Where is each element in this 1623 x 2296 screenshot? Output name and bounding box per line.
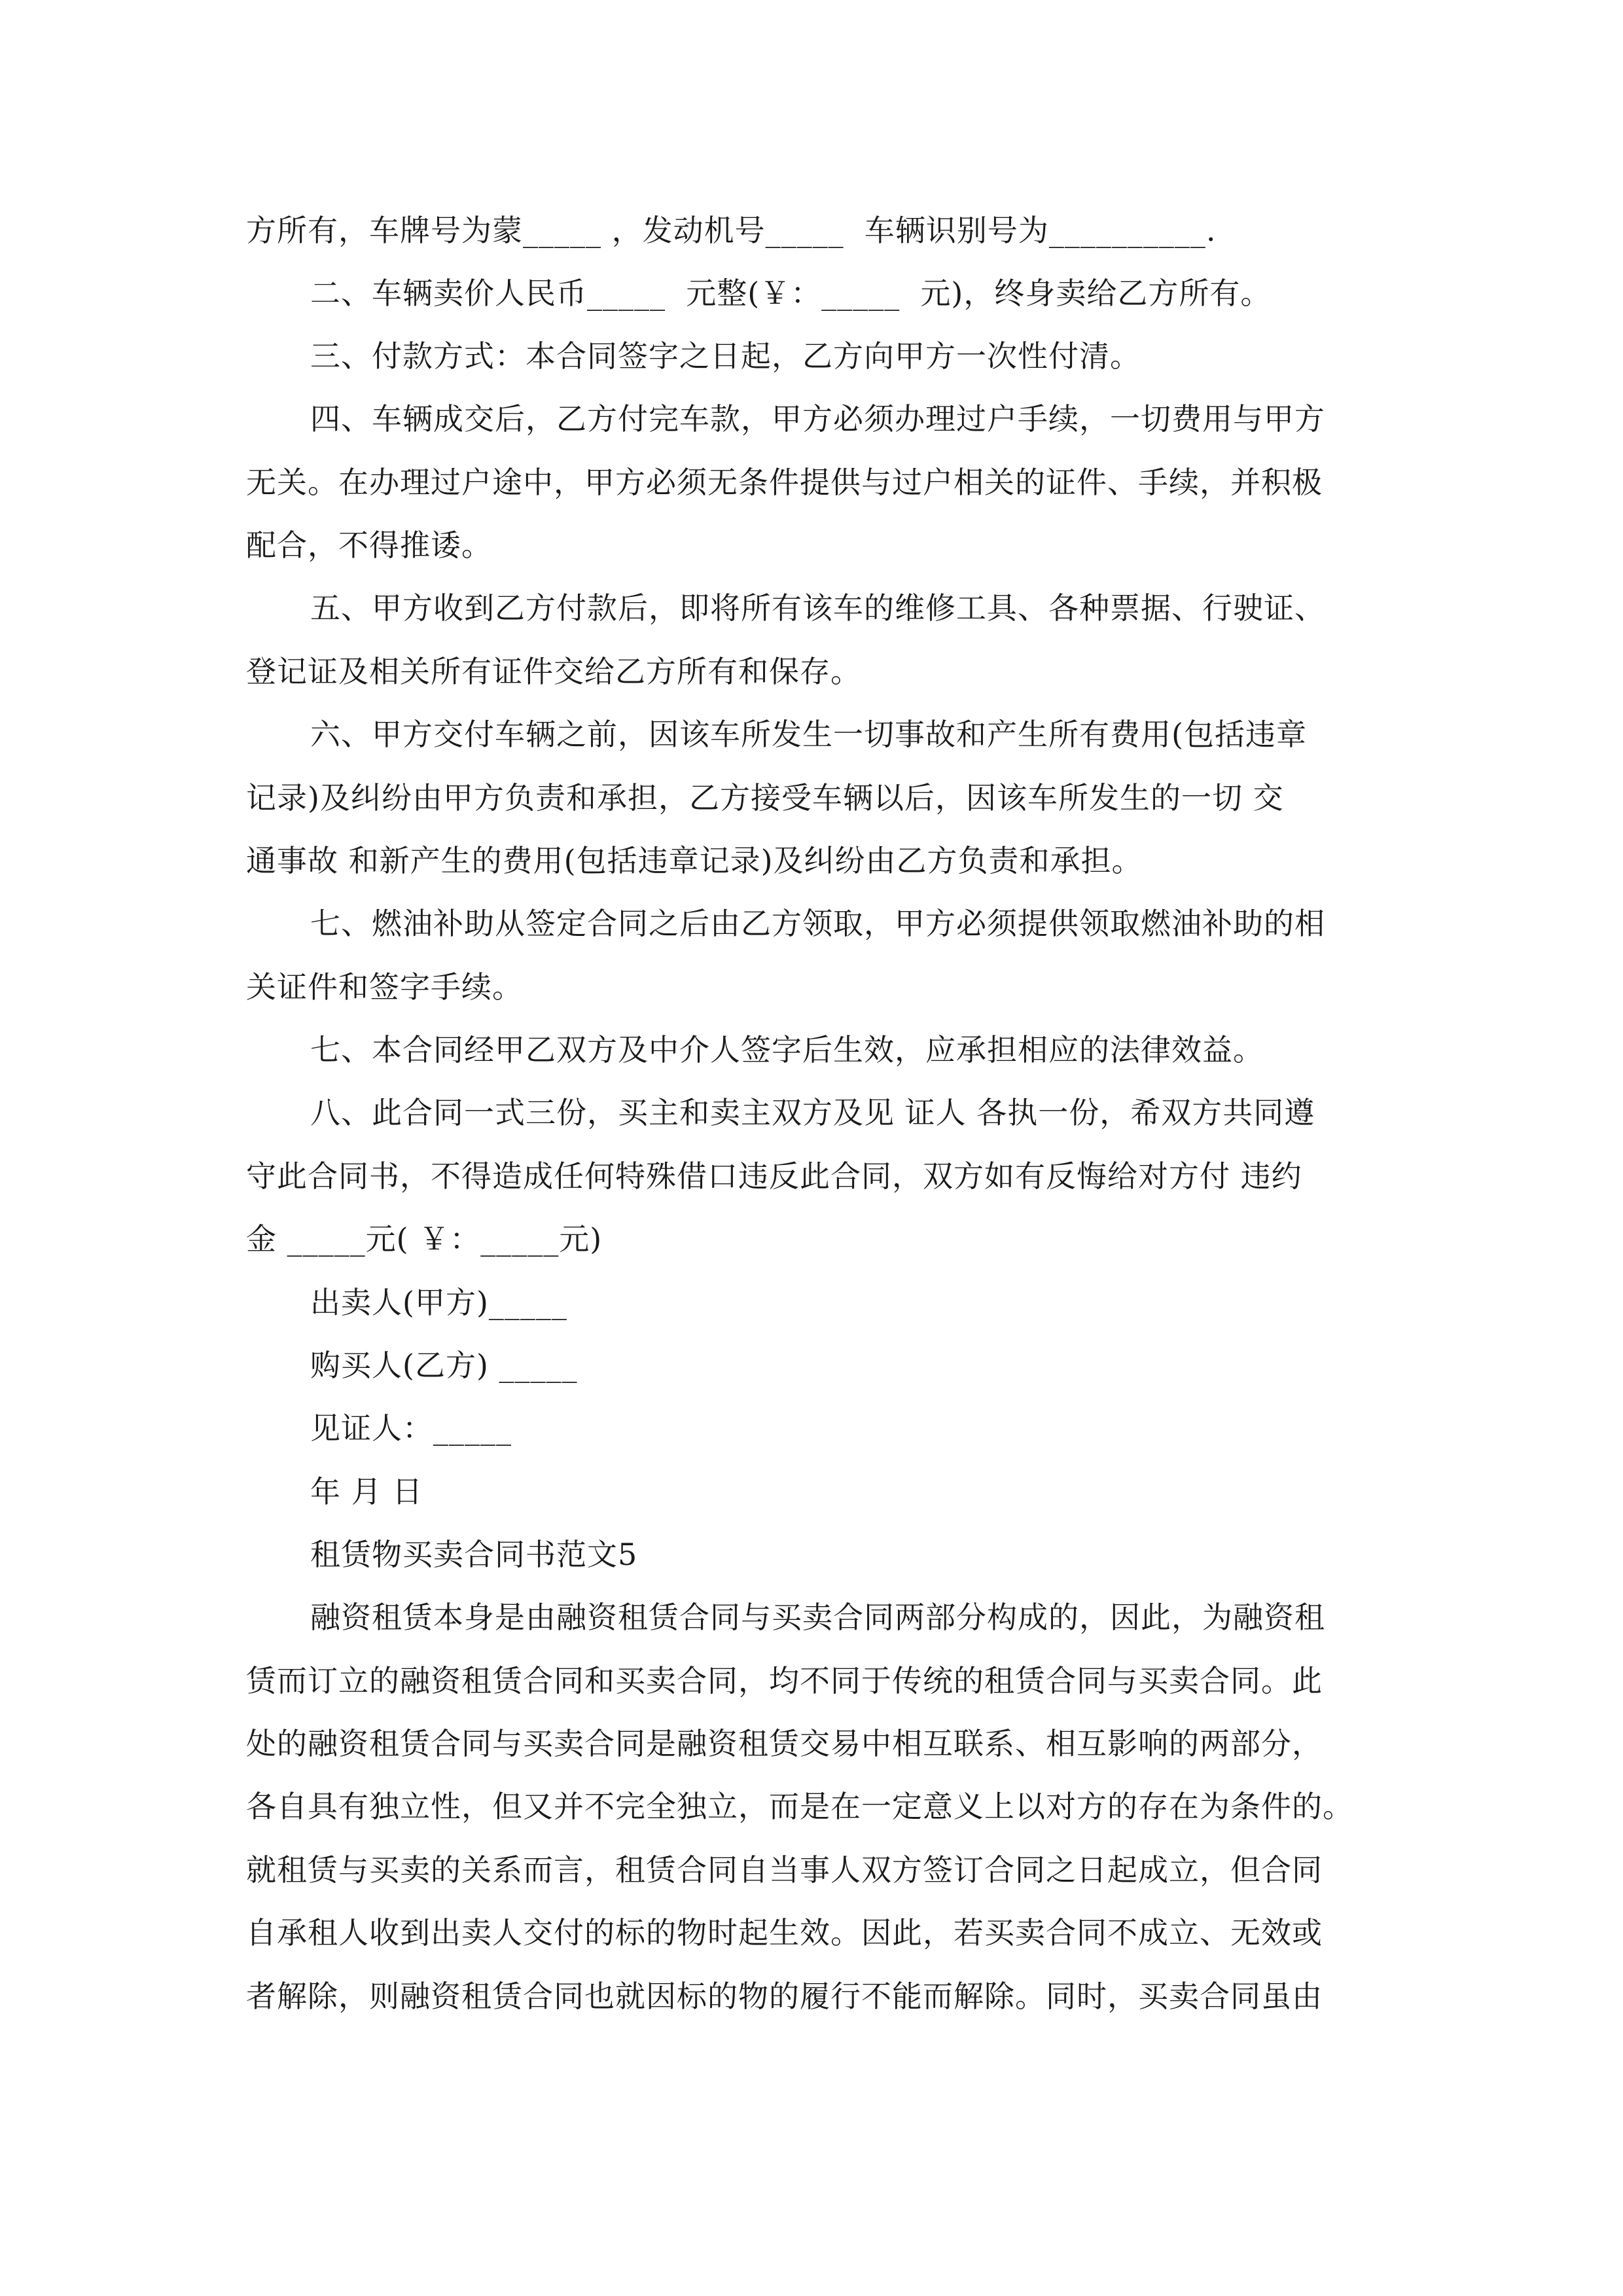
text-line: 记录)及纠纷由甲方负责和承担，乙方接受车辆以后，因该车所发生的一切 交	[246, 780, 1284, 816]
paragraph-line: 就租赁与买卖的关系而言，租赁合同自当事人双方签订合同之日起成立，但合同	[246, 1852, 1323, 1888]
text-line: 方所有，车牌号为蒙_____ ，发动机号_____ 车辆识别号为__________.	[246, 213, 1217, 248]
text-line: 通事故 和新产生的费用(包括违章记录)及纠纷由乙方负责和承担。	[246, 843, 1143, 878]
clause-3: 三、付款方式：本合同签字之日起，乙方向甲方一次性付清。	[310, 338, 1141, 374]
clause-7-effect: 七、本合同经甲乙双方及中介人签字后生效，应承担相应的法律效益。	[310, 1032, 1264, 1067]
clause-5: 五、甲方收到乙方付款后，即将所有该车的维修工具、各种票据、行驶证、	[310, 590, 1325, 626]
date-line: 年 月 日	[310, 1474, 423, 1509]
text-line: 配合，不得推诿。	[246, 528, 492, 563]
text-line: 登记证及相关所有证件交给乙方所有和保存。	[246, 654, 861, 689]
seller-signature-line: 出卖人(甲方)_____	[310, 1285, 567, 1320]
text-line: 无关。在办理过户途中，甲方必须无条件提供与过户相关的证件、手续，并积极	[246, 465, 1323, 500]
witness-signature-line: 见证人：_____	[310, 1410, 512, 1446]
clause-2: 二、车辆卖价人民币_____ 元整(￥：_____ 元)，终身卖给乙方所有。	[310, 276, 1272, 311]
section-heading: 租赁物买卖合同书范文5	[310, 1537, 638, 1572]
paragraph-line: 自承租人收到出卖人交付的标的物时起生效。因此，若买卖合同不成立、无效或	[246, 1915, 1323, 1950]
clause-8: 八、此合同一式三份，买主和卖主双方及见 证人 各执一份，希双方共同遵	[310, 1095, 1315, 1130]
paragraph-line: 赁而订立的融资租赁合同和买卖合同，均不同于传统的租赁合同与买卖合同。此	[246, 1663, 1323, 1698]
buyer-signature-line: 购买人(乙方) _____	[310, 1348, 578, 1383]
clause-6: 六、甲方交付车辆之前，因该车所发生一切事故和产生所有费用(包括违章	[310, 717, 1307, 752]
paragraph-line: 处的融资租赁合同与买卖合同是融资租赁交易中相互联系、相互影响的两部分，	[246, 1726, 1323, 1761]
clause-4: 四、车辆成交后，乙方付完车款，甲方必须办理过户手续，一切费用与甲方	[310, 401, 1325, 437]
text-line: 金 _____元( ￥：_____元)	[246, 1221, 603, 1257]
text-line: 守此合同书，不得造成任何特殊借口违反此合同，双方如有反悔给对方付 违约	[246, 1158, 1302, 1194]
paragraph-line: 融资租赁本身是由融资租赁合同与买卖合同两部分构成的，因此，为融资租	[310, 1600, 1325, 1635]
clause-7-fuel: 七、燃油补助从签定合同之后由乙方领取，甲方必须提供领取燃油补助的相	[310, 906, 1325, 941]
paragraph-line: 者解除，则融资租赁合同也就因标的物的履行不能而解除。同时，买卖合同虽由	[246, 1979, 1323, 2014]
paragraph-line: 各自具有独立性，但又并不完全独立，而是在一定意义上以对方的存在为条件的。	[246, 1789, 1353, 1824]
text-line: 关证件和签字手续。	[246, 969, 523, 1005]
